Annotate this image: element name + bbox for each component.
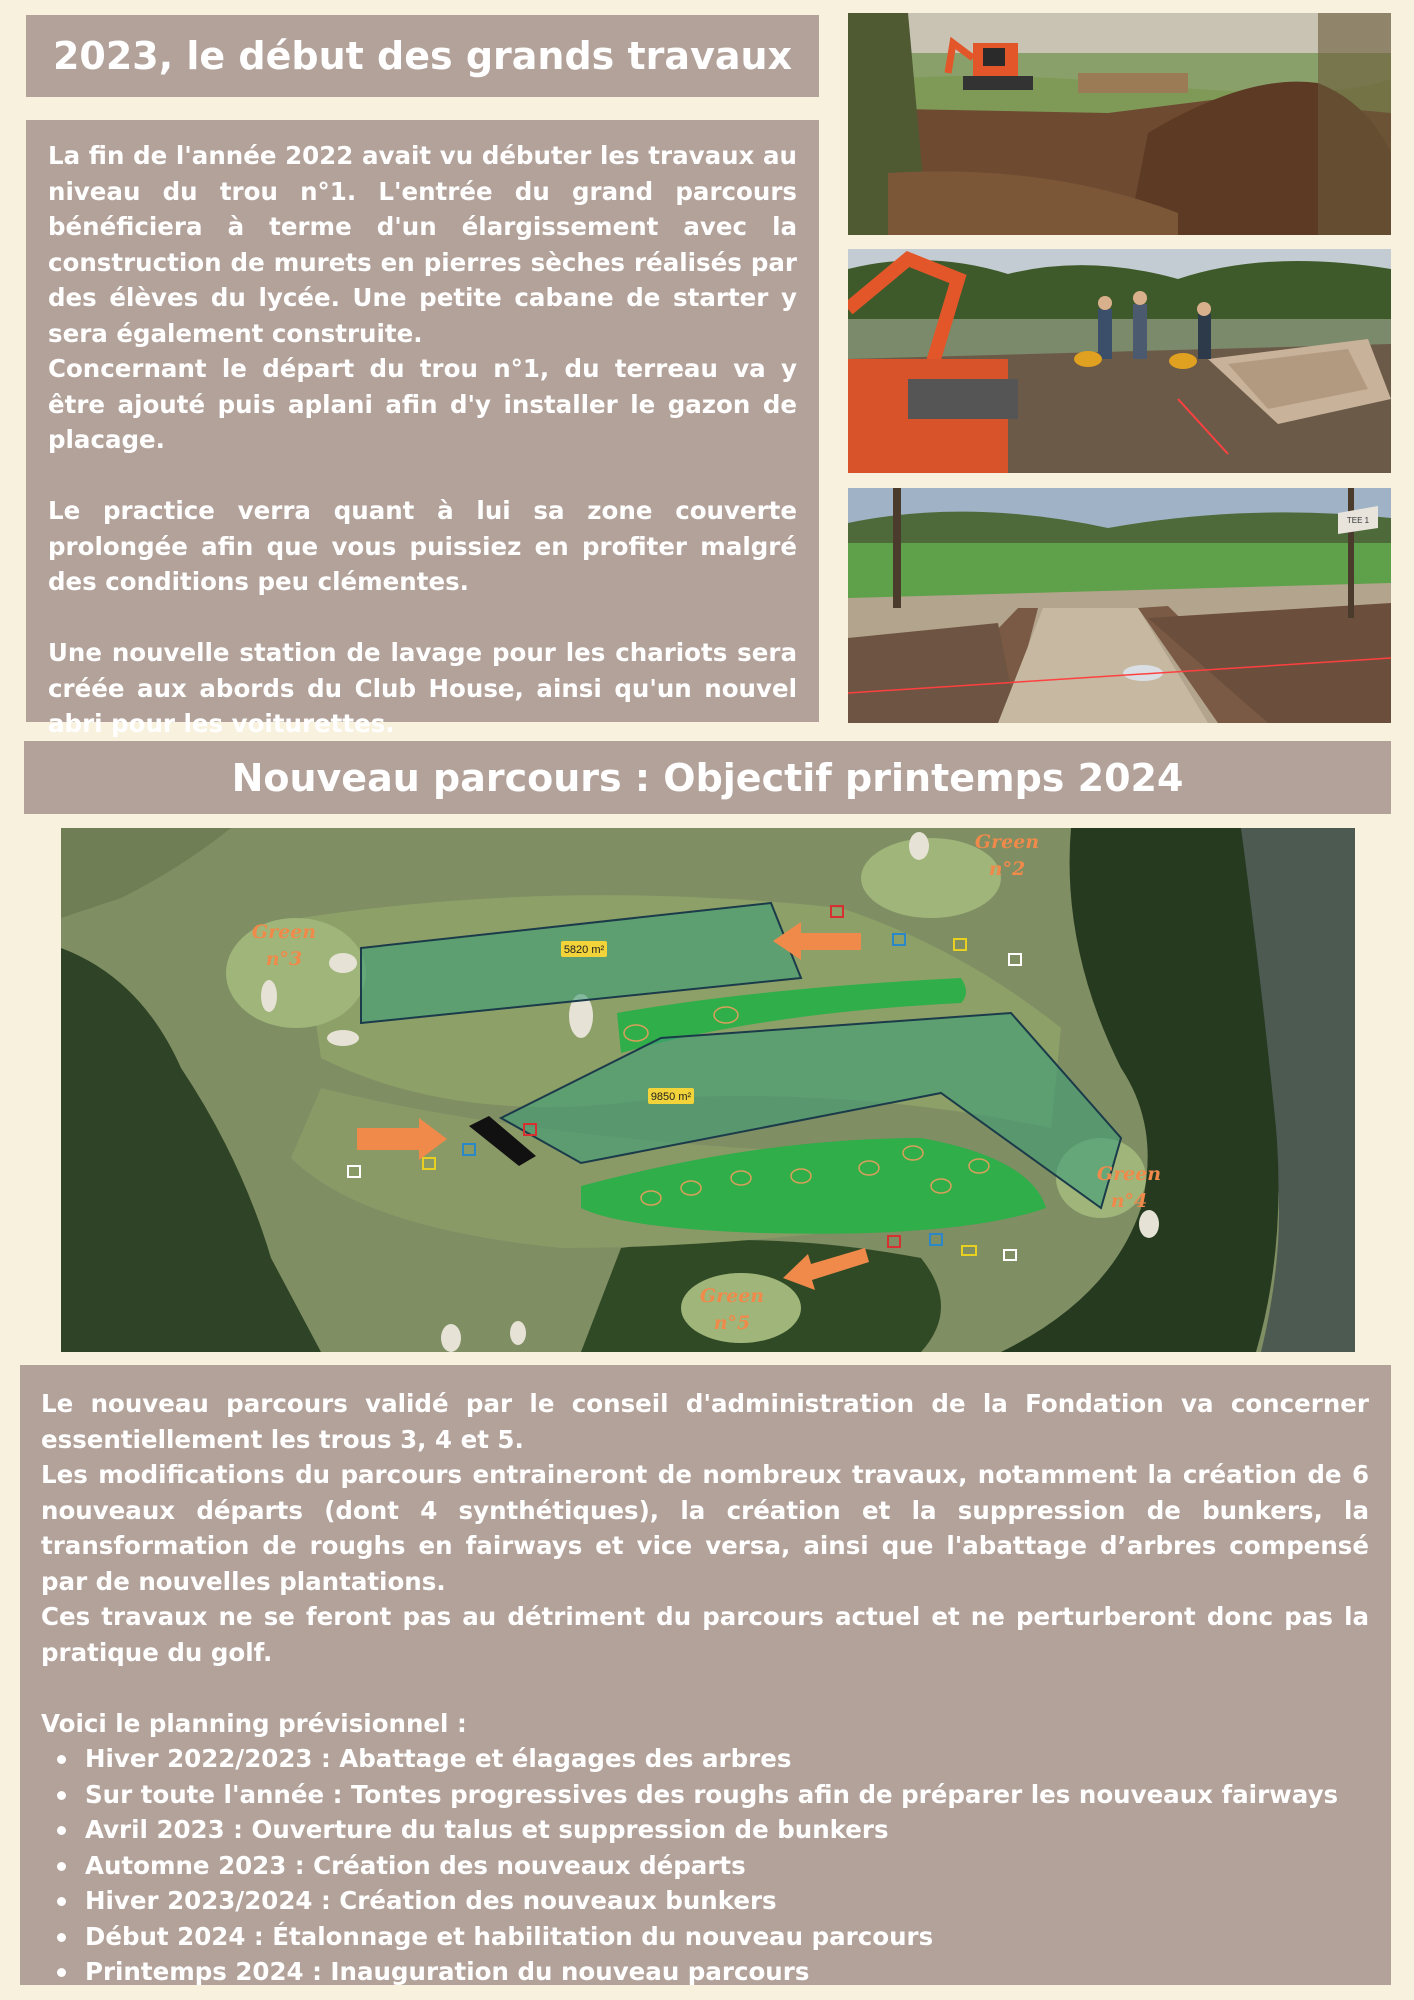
- green-3-label: Green: [251, 921, 317, 943]
- green-4-label: Green: [1096, 1163, 1162, 1185]
- section2-text-box: [20, 1365, 1391, 1985]
- green-5-number: n°5: [713, 1312, 751, 1334]
- green-4-number: n°4: [1110, 1190, 1148, 1212]
- photo-excavator-earthworks: [848, 13, 1391, 235]
- planning-item: Début 2024 : Étalonnage et habilitation du nouveau parcours: [85, 1919, 1369, 1955]
- section2-paragraph: Les modifications du parcours entraineront de nombreux travaux, notamment la création de 6 nouveaux départs (dont 4 synthétiques), la création et la suppression de bunkers, la transformation de roughs en fairways et vice versa, ainsi que l'abattage d’arbres compensé par de nouvelles plantations.: [41, 1460, 1369, 1596]
- planning-item: Printemps 2024 : Inauguration du nouveau parcours: [85, 1954, 1369, 1990]
- section1-paragraph: Une nouvelle station de lavage pour les chariots sera créée aux abords du Club House, ainsi qu'un nouvel abri pour les voiturettes.: [48, 638, 797, 738]
- green-2-number: n°2: [988, 858, 1026, 880]
- section2-title: Nouveau parcours : Objectif printemps 2024: [231, 755, 1184, 800]
- section1-paragraph: Le practice verra quant à lui sa zone couverte prolongée afin que vous puissiez en profiter malgré des conditions peu clémentes.: [48, 496, 797, 596]
- green-3-number: n°3: [265, 948, 303, 970]
- section1-title: 2023, le début des grands travaux: [52, 34, 793, 78]
- section1-paragraph: Concernant le départ du trou n°1, du terreau va y être ajouté puis aplani afin d'y installer le gazon de placage.: [48, 354, 797, 454]
- section2-paragraph: Le nouveau parcours validé par le conseil d'administration de la Fondation va concerner essentiellement les trous 3, 4 et 5.: [41, 1389, 1369, 1454]
- planning-intro: Voici le planning prévisionnel :: [41, 1708, 467, 1738]
- aerial-course-map: [61, 828, 1355, 1352]
- section2-paragraph: Ces travaux ne se feront pas au détriment du parcours actuel et ne perturberont donc pas la pratique du golf.: [41, 1602, 1369, 1667]
- green-2-label: Green: [974, 831, 1040, 853]
- section1-text-box: [26, 120, 819, 738]
- planning-item: Hiver 2023/2024 : Création des nouveaux bunkers: [85, 1883, 1369, 1919]
- section1-paragraph: La fin de l'année 2022 avait vu débuter les travaux au niveau du trou n°1. L'entrée du grand parcours bénéficiera à terme d'un élargissement avec la construction de murets en pierres sèches réalisés par des élèves du lycée. Une petite cabane de starter y sera également construite.: [48, 141, 797, 348]
- planning-item: Sur toute l'année : Tontes progressives des roughs afin de préparer les nouveaux fairways: [85, 1777, 1369, 1813]
- area-label-9850: 9850 m²: [650, 1091, 692, 1103]
- section2-title-box: [24, 741, 1391, 814]
- photo-workers-stone-walls: [848, 249, 1391, 473]
- photo-tee1-dry-stone-walls: [848, 488, 1391, 723]
- planning-item: Hiver 2022/2023 : Abattage et élagages des arbres: [85, 1741, 1369, 1777]
- section1-title-box: [26, 15, 819, 97]
- planning-item: Automne 2023 : Création des nouveaux départs: [85, 1848, 1369, 1884]
- area-label-5820: 5820 m²: [563, 944, 605, 956]
- planning-item: Avril 2023 : Ouverture du talus et suppression de bunkers: [85, 1812, 1369, 1848]
- green-5-label: Green: [699, 1285, 765, 1307]
- planning-list: [41, 1741, 1369, 1990]
- tee1-sign-text: TEE 1: [1346, 516, 1370, 525]
